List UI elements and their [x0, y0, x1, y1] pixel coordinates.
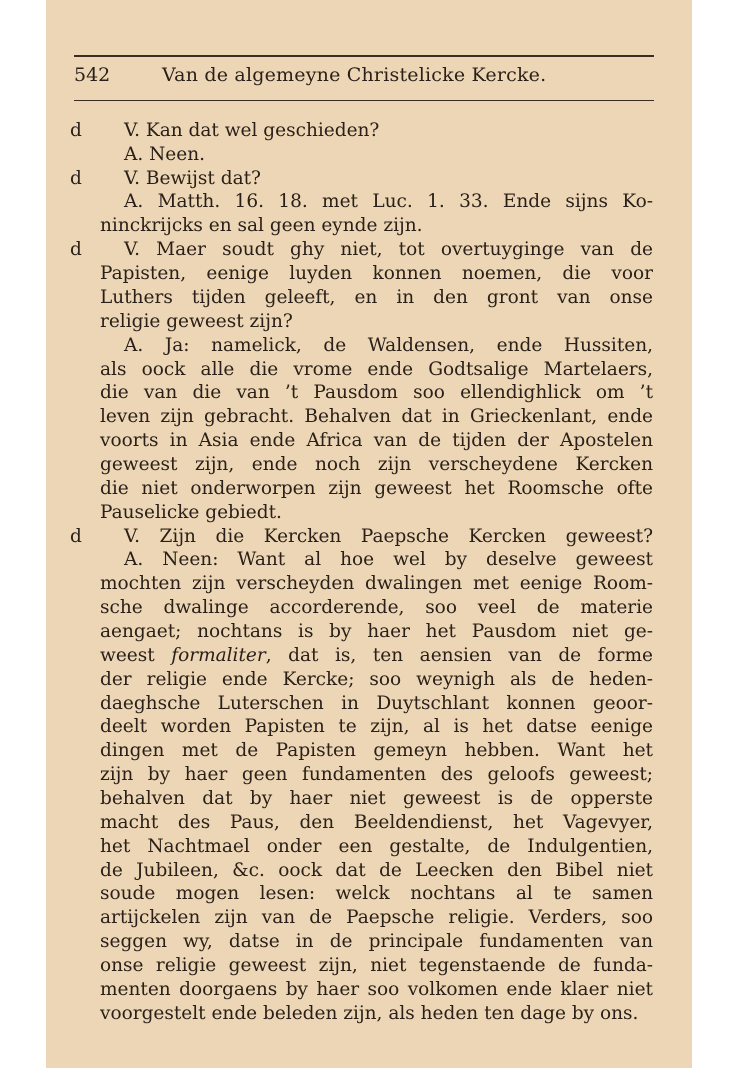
text-line: macht des Paus, den Beeldendienst, het Vagevyer,	[100, 812, 653, 833]
text-line: Pauselicke gebiedt.	[100, 502, 282, 523]
text-line	[100, 644, 653, 668]
text-line: mochten zijn verscheyden dwalingen met eenige Room-	[100, 573, 653, 594]
text-line: A. Neen: Want al hoe wel by deselve geweest	[124, 549, 653, 570]
text-line: religie geweest zijn?	[100, 311, 293, 332]
text-line: sche dwalinge accorderende, soo veel de materie	[100, 597, 653, 618]
text-segment: , dat is, ten aensien van de forme	[265, 645, 653, 666]
text-line: Papisten, eenige luyden konnen noemen, die voor	[100, 263, 653, 284]
margin-marker: d	[70, 526, 82, 547]
text-line: menten doorgaens by haer soo volkomen ende klaer niet	[100, 979, 653, 1000]
text-line: zijn by haer geen fundamenten des geloofs geweest;	[100, 764, 653, 785]
text-line: A. Matth. 16. 18. met Luc. 1. 33. Ende sijns Ko-	[124, 191, 653, 212]
text-line: geweest zijn, ende noch zijn verscheydene Kercken	[100, 454, 653, 475]
text-line: die niet onderworpen zijn geweest het Roomsche ofte	[100, 478, 653, 499]
text-line: seggen wy, datse in de principale fundamenten van	[100, 931, 653, 952]
text-line: soude mogen lesen: welck nochtans al te samen	[100, 883, 653, 904]
margin-marker: d	[70, 168, 82, 189]
text-segment: weest	[100, 645, 155, 666]
text-line: voorts in Asia ende Africa van de tijden der Apostelen	[100, 430, 653, 451]
text-line: dingen met de Papisten gemeyn hebben. Want het	[100, 740, 653, 761]
text-line: het Nachtmael onder een gestalte, de Indulgentien,	[100, 836, 653, 857]
text-line: daeghsche Luterschen in Duytschlant konnen geoor-	[100, 693, 653, 714]
text-line: V. Kan dat wel geschieden?	[124, 120, 380, 141]
text-line: als oock alle die vrome ende Godtsalige Martelaers,	[100, 359, 653, 380]
running-title: Van de algemeyne Christelicke Kercke.	[162, 64, 547, 86]
italic-term: formaliter	[171, 645, 266, 666]
text-line: V. Bewijst dat?	[124, 168, 261, 189]
text-line: artijckelen zijn van de Paepsche religie. Verders, soo	[100, 907, 653, 928]
text-line: leven zijn gebracht. Behalven dat in Grieckenlant, ende	[100, 406, 653, 427]
text-line: behalven dat by haer niet geweest is de opperste	[100, 788, 653, 809]
margin-marker: d	[70, 120, 82, 141]
text-line: V. Maer soudt ghy niet, tot overtuyginge van de	[124, 239, 653, 260]
text-line: de Jubileen, &c. oock dat de Leecken den Bibel niet	[100, 860, 653, 881]
text-line: Luthers tijden geleeft, en in den gront van onse	[100, 287, 653, 308]
text-line: onse religie geweest zijn, niet tegenstaende de funda-	[100, 955, 653, 976]
text-line: deelt worden Papisten te zijn, al is het datse eenige	[100, 716, 653, 737]
text-line: A. Neen.	[124, 144, 206, 165]
margin-marker: d	[70, 239, 82, 260]
text-line: A. Ja: namelick, de Waldensen, ende Hussiten,	[124, 335, 653, 356]
text-line: ninckrijcks en sal geen eynde zijn.	[100, 215, 423, 236]
text-line: aengaet; nochtans is by haer het Pausdom niet ge-	[100, 621, 653, 642]
text-line: voorgestelt ende beleden zijn, als heden ten dage by ons.	[100, 1003, 639, 1024]
text-line: die van die van ’t Pausdom soo ellendighlick om ’t	[100, 382, 653, 403]
page-number: 542	[74, 64, 111, 86]
text-line: V. Zijn die Kercken Paepsche Kercken geweest?	[124, 526, 653, 547]
text-line: der religie ende Kercke; soo weynigh als de heden-	[100, 669, 653, 690]
